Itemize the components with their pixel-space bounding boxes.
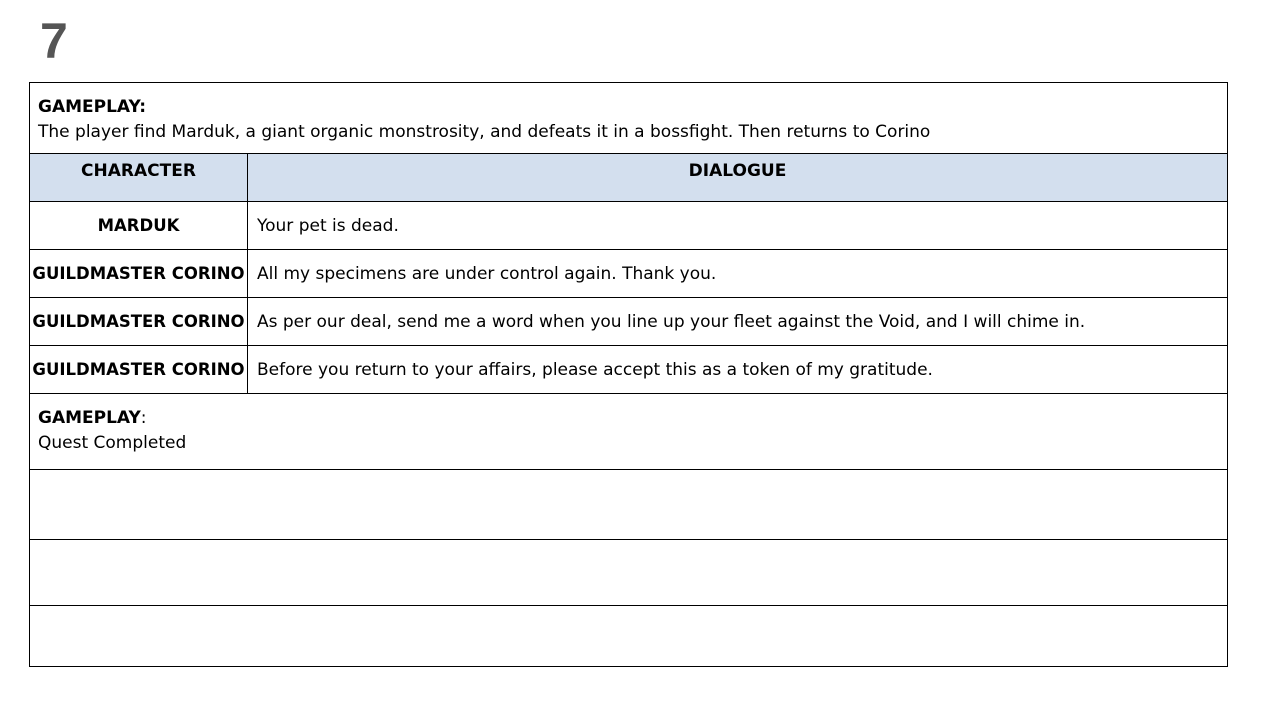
empty-cell	[30, 470, 1228, 540]
empty-cell	[30, 606, 1228, 667]
character-cell: GUILDMASTER CORINO	[30, 298, 248, 346]
header-dialogue: DIALOGUE	[248, 154, 1228, 202]
empty-row	[30, 540, 1228, 606]
gameplay-intro-text: The player find Marduk, a giant organic monstrosity, and defeats it in a bossfight. Then returns to Corino	[38, 122, 931, 142]
gameplay-intro-cell	[30, 83, 1228, 154]
empty-row	[30, 606, 1228, 667]
gameplay-outro-label: GAMEPLAY	[38, 408, 141, 428]
dialogue-cell: Your pet is dead.	[248, 202, 1228, 250]
gameplay-outro-cell	[30, 394, 1228, 470]
table-header-row	[30, 154, 1228, 202]
dialogue-cell: All my specimens are under control again. Thank you.	[248, 250, 1228, 298]
empty-row	[30, 470, 1228, 540]
character-cell: MARDUK	[30, 202, 248, 250]
table-row	[30, 202, 1228, 250]
gameplay-outro-colon: :	[140, 408, 147, 428]
gameplay-intro-label: GAMEPLAY:	[38, 97, 147, 117]
page-number: 7	[40, 13, 68, 69]
table-row	[30, 298, 1228, 346]
character-cell: GUILDMASTER CORINO	[30, 250, 248, 298]
header-character: CHARACTER	[30, 154, 248, 202]
gameplay-intro-row	[30, 83, 1228, 154]
dialogue-script-table	[29, 82, 1228, 667]
gameplay-outro-text: Quest Completed	[38, 433, 187, 453]
empty-cell	[30, 540, 1228, 606]
gameplay-outro-row	[30, 394, 1228, 470]
table-row	[30, 346, 1228, 394]
dialogue-cell: Before you return to your affairs, please accept this as a token of my gratitude.	[248, 346, 1228, 394]
table-row	[30, 250, 1228, 298]
character-cell: GUILDMASTER CORINO	[30, 346, 248, 394]
dialogue-cell: As per our deal, send me a word when you line up your fleet against the Void, and I will chime in.	[248, 298, 1228, 346]
